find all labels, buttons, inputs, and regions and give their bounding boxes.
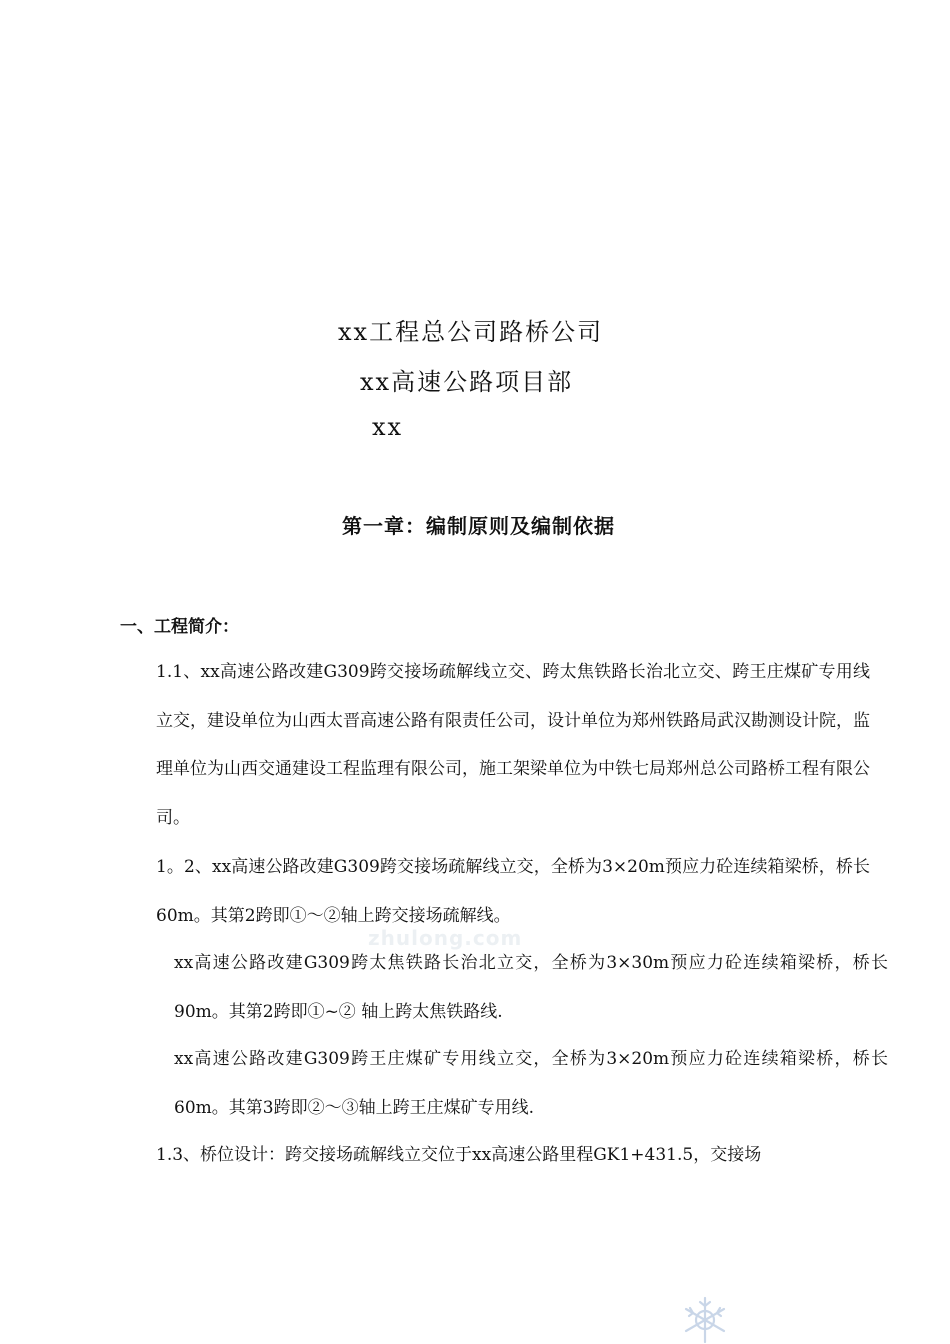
section-title: 一、工程简介： bbox=[120, 617, 239, 637]
cover-placeholder: xx bbox=[372, 413, 404, 441]
paragraph-1-2: 1。2、xx高速公路改建G309跨交接场疏解线立交，全桥为3×20m预应力砼连续箱梁桥，桥长60m。其第2跨即①～②轴上跨交接场疏解线。 bbox=[156, 857, 870, 926]
paragraph-1-2-b: xx高速公路改建G309跨太焦铁路长治北立交，全桥为3×30m预应力砼连续箱梁桥，桥长90m。其第2跨即①~② 轴上跨太焦铁路线. bbox=[174, 953, 888, 1022]
chapter-title: 第一章：编制原则及编制依据 bbox=[342, 514, 615, 538]
paragraph-1-1: 1.1、xx高速公路改建G309跨交接场疏解线立交、跨太焦铁路长治北立交、跨王庄煤矿专用线立交，建设单位为山西太晋高速公路有限责任公司，设计单位为郑州铁路局武汉勘测设计院，监理单位为山西交通建设工程监理有限公司，施工架梁单位为中铁七局郑州总公司路桥工程有限公司。 bbox=[156, 662, 870, 828]
paragraph-1-2-c: xx高速公路改建G309跨王庄煤矿专用线立交，全桥为3×20m预应力砼连续箱梁桥，桥长60m。其第3跨即②～③轴上跨王庄煤矿专用线. bbox=[174, 1049, 888, 1118]
paragraph-1-3: 1.3、桥位设计：跨交接场疏解线立交位于xx高速公路里程GK1+431.5，交接场 bbox=[156, 1145, 762, 1165]
company-name: xx工程总公司路桥公司 bbox=[338, 318, 604, 346]
project-department: xx高速公路项目部 bbox=[360, 368, 574, 396]
watermark: zhulong.com bbox=[368, 926, 523, 950]
snowflake-logo-icon bbox=[676, 1292, 734, 1344]
